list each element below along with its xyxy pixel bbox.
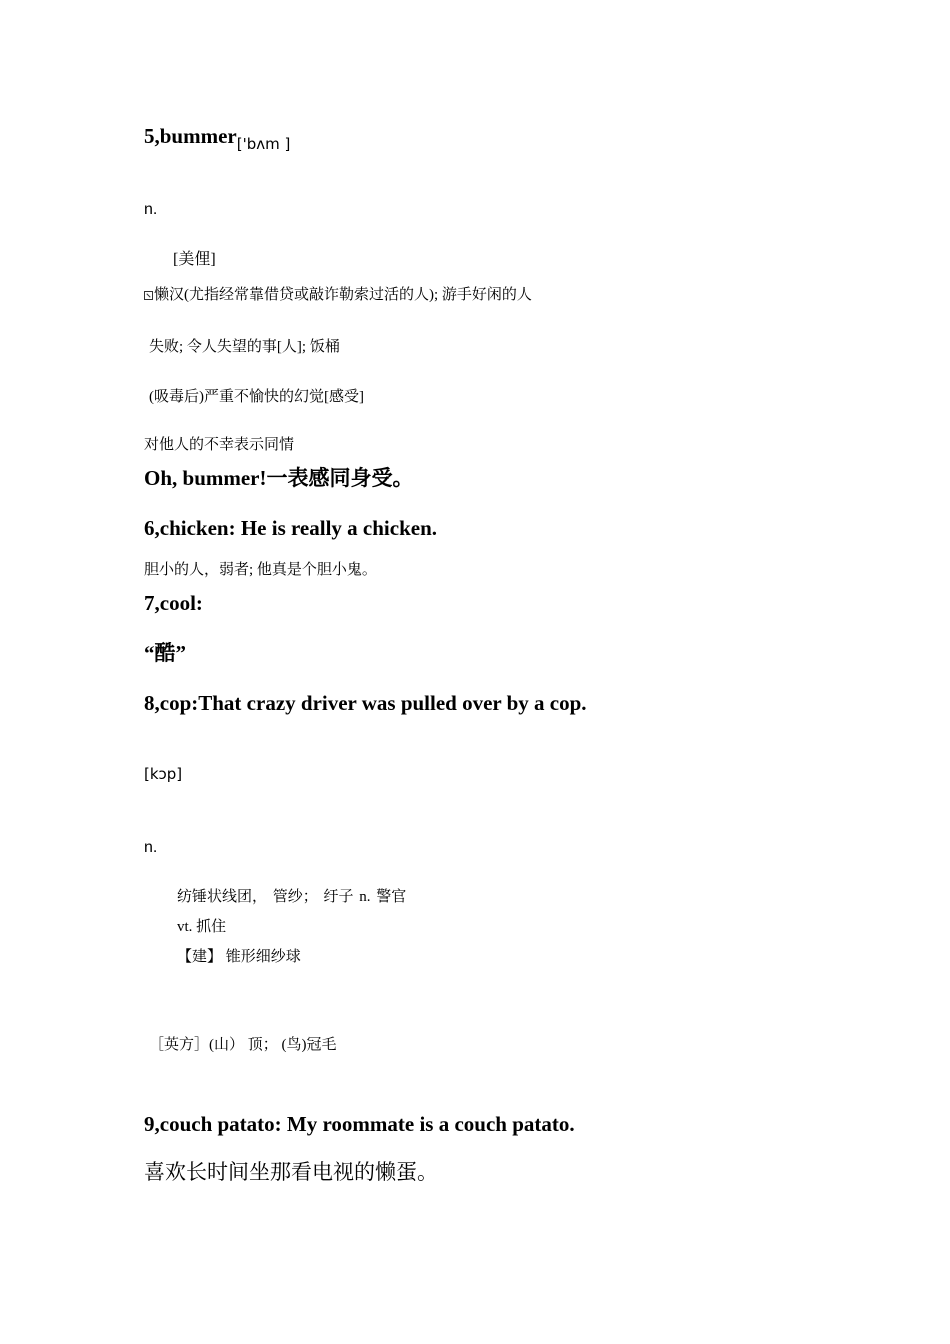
entry-7-translation: “酷” [144, 641, 186, 665]
entry-7-heading: 7,cool: [144, 591, 203, 615]
entry-5-def-3: (吸毒后)严重不愉快的幻觉[感受] [149, 389, 364, 405]
entry-6-heading: 6,chicken: He is really a chicken. [144, 516, 438, 540]
entry-9-heading: 9,couch patato: My roommate is a couch patato. [144, 1112, 575, 1136]
entry-6-translation: 胆小的人，弱者; 他真是个胆小鬼。 [144, 562, 377, 578]
entry-8-def-4: ［英方］(山） 顶； (鸟)冠毛 [149, 1037, 337, 1053]
entry-5-heading [144, 124, 291, 153]
entry-5-def-2: 失败; 令人失望的事[人]; 饭桶 [149, 339, 340, 355]
entry-5-example: Oh, bummer!一表感同身受。 [144, 466, 414, 490]
entry-9-translation: 喜欢长时间坐那看电视的懒蛋。 [144, 1160, 438, 1184]
entry-8-def-1: 纺锤状线团， 管纱； 纡子 n. 警官 [177, 889, 407, 905]
entry-5-def-4: 对他人的不幸表示同情 [144, 437, 295, 453]
checkbox-icon [144, 291, 153, 300]
entry-5-def-1 [144, 286, 532, 304]
entry-8-pos: n. [144, 839, 158, 856]
entry-5-def-1-text: 懒汉(尤指经常靠借贷或敲诈勒索过活的人); 游手好闲的人 [154, 287, 532, 303]
entry-8-phonetic: [kɔp] [144, 765, 183, 783]
entry-8-def-2: vt. 抓住 [177, 919, 227, 935]
entry-5-word: 5,bummer [144, 124, 237, 148]
entry-5-pos: n. [144, 201, 158, 218]
entry-8-def-3: 【建】 锥形细纱球 [177, 949, 301, 965]
entry-8-heading: 8,cop:That crazy driver was pulled over by a cop. [144, 691, 587, 715]
entry-5-phonetic: ['bʌm ] [236, 135, 291, 153]
entry-5-tag: [美俚] [173, 251, 216, 268]
